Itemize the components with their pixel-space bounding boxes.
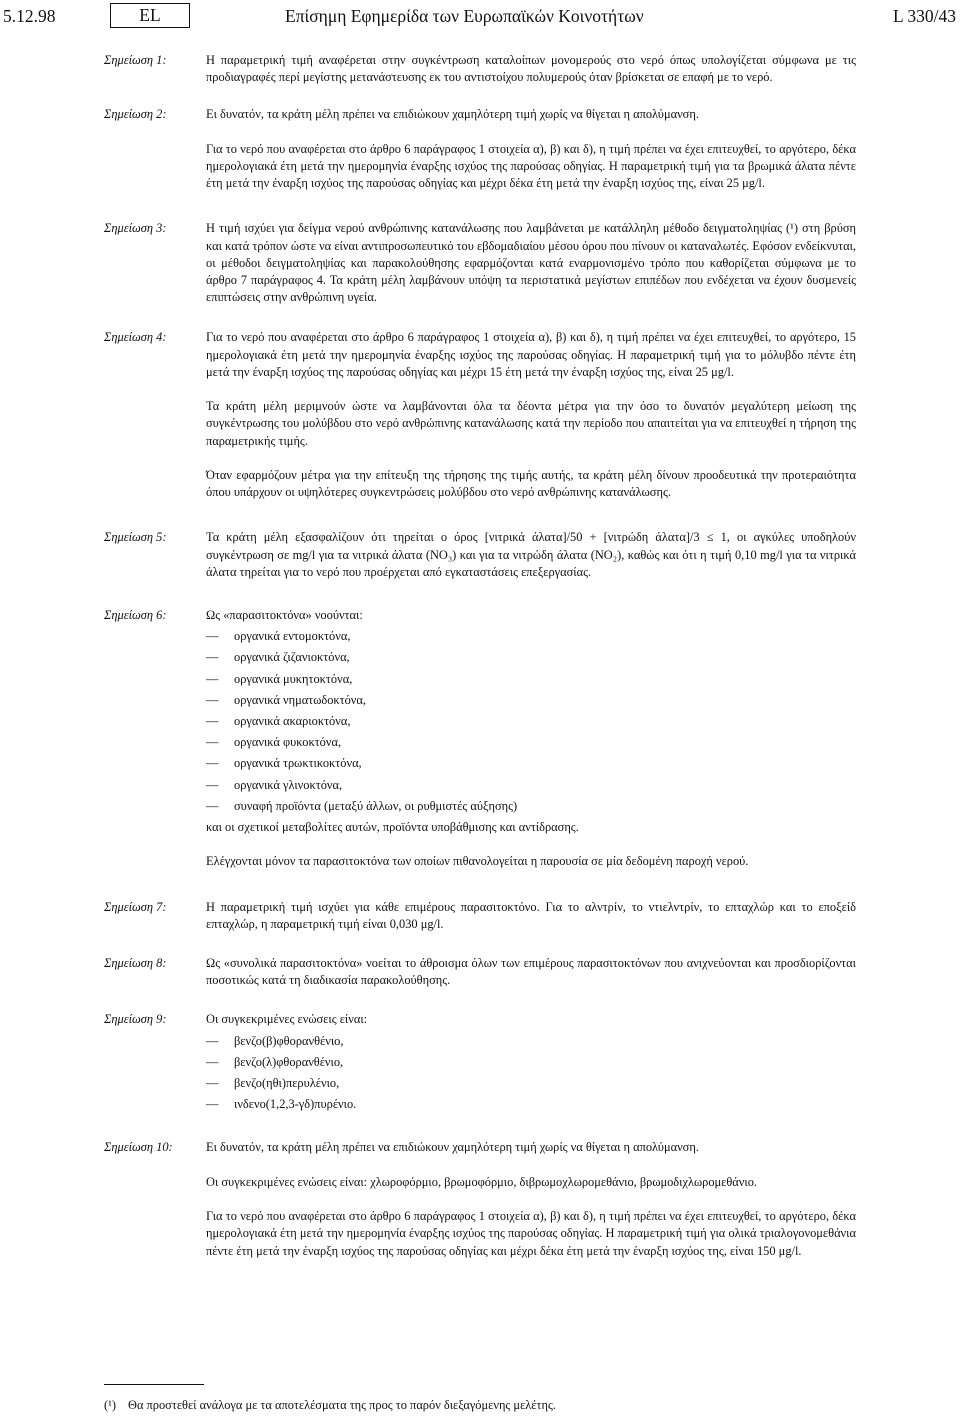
note-body: [206, 106, 856, 192]
note-1: [0, 52, 960, 86]
note-7: [0, 899, 960, 933]
note-label: Σημείωση 3:: [104, 221, 167, 236]
list-item-text: οργανικά μυκητοκτόνα,: [234, 671, 353, 686]
list-item-text: οργανικά τρωκτικοκτόνα,: [234, 756, 362, 771]
note-paragraph: Τα κράτη μέλη μεριμνούν ώστε να λαμβάνονται όλα τα δέοντα μέτρα για την όσο το δυνατόν μεγαλύτερη μείωση της συγκέντρωσης του μολύβδου στο νερό ανθρώπινης κατανάλωσης κατά την περίοδο που απαιτείται για να επιτευχθεί η τήρηση της παραμετρικής τιμής.: [206, 399, 856, 448]
list-dash: —: [206, 777, 219, 792]
list-item: [206, 734, 856, 751]
list-intro: Οι συγκεκριμένες ενώσεις είναι:: [206, 1012, 368, 1027]
note-10: [0, 1139, 960, 1259]
note-paragraph: Για το νερό που αναφέρεται στο άρθρο 6 παράγραφος 1 στοιχεία α), β) και δ), η τιμή πρέπει να έχει επιτευχθεί, το αργότερο, δέκα ημερολογιακά έτη μετά την ημερομηνία έναρξης ισχύος της παρούσας οδηγίας. Η παραμετρική τιμή για τα βρωμικά άλατα πέντε έτη μετά την έναρξη ισχύος της παρούσας οδηγίας και μέχρι δέκα έτη μετά την έναρξη ισχύος της, είναι 25 μg/l.: [206, 141, 856, 191]
note-label: Σημείωση 6:: [104, 608, 167, 623]
list-dash: —: [206, 735, 219, 750]
note-paragraph: Τα κράτη μέλη εξασφαλίζουν ότι τηρείται ο όρος [νιτρικά άλατα]/50 + [νιτρώδη άλατα]/3 ≤ 1, οι αγκύλες υποδηλούν συγκέντρωση σε mg/l για τα νιτρικά άλατα (NO₃) και για τα νιτρώδη άλατα (NO₂), καθώς και ότι η τιμή 0,10 mg/l για τα νιτρικά άλατα τηρείται για το νερό που προέρχεται από εγκαταστάσεις επεξεργασίας.: [206, 530, 856, 579]
footnote: [104, 1397, 556, 1414]
note-4: [0, 329, 960, 501]
list-item-text: ινδενο(1,2,3-γδ)πυρένιο.: [234, 1097, 357, 1112]
list-outro: και οι σχετικοί μεταβολίτες αυτών, προϊόντα υποβάθμισης και αντίδρασης.: [206, 820, 579, 835]
note-2: [0, 106, 960, 192]
note-paragraph: Όταν εφαρμόζουν μέτρα για την επίτευξη της τήρησης της τιμής αυτής, τα κράτη μέλη δίνουν προοδευτικά την προτεραιότητα όπου υπάρχουν οι υψηλότερες συγκεντρώσεις μολύβδου στο νερό ανθρώπινης κατανάλωσης.: [206, 468, 856, 500]
publication-date: 5.12.98: [3, 6, 56, 26]
list-item-text: συναφή προϊόντα (μεταξύ άλλων, οι ρυθμιστές αύξησης): [234, 798, 518, 813]
list-item: [206, 649, 856, 666]
list-item-text: οργανικά νηματωδοκτόνα,: [234, 692, 367, 707]
language-badge: EL: [110, 3, 190, 28]
note-body: [206, 329, 856, 501]
list-item: [206, 1054, 856, 1071]
list-item: [206, 1033, 856, 1050]
note-8: [0, 955, 960, 989]
list-dash: —: [206, 629, 219, 644]
list-item: [206, 713, 856, 730]
note-paragraph: Για το νερό που αναφέρεται στο άρθρο 6 παράγραφος 1 στοιχεία α), β) και δ), η τιμή πρέπει να έχει επιτευχθεί, το αργότερο, 15 ημερολογιακά έτη μετά την ημερομηνία έναρξης ισχύος της παρούσας οδηγίας. Η παραμετρική τιμή για το μόλυβδο πέντε έτη μετά την έναρξη ισχύος της παρούσας οδηγίας και μέχρι 15 έτη μετά την έναρξη ισχύος της, είναι 25 μg/l.: [206, 330, 856, 379]
list-item: [206, 777, 856, 794]
list-item: [206, 798, 856, 815]
note-label: Σημείωση 1:: [104, 53, 167, 67]
note-paragraph: Οι συγκεκριμένες ενώσεις είναι: χλωροφόρμιο, βρωμοφόρμιο, διβρωμοχλωρομεθάνιο, βρωμοδιχλωρομεθάνιο.: [206, 1174, 758, 1189]
list-item-text: βενζο(ηθι)περυλένιο,: [234, 1076, 340, 1091]
list-dash: —: [206, 798, 219, 813]
list-item: [206, 692, 856, 709]
list-item-text: οργανικά ακαριοκτόνα,: [234, 714, 351, 729]
note-label: Σημείωση 8:: [104, 956, 167, 971]
note-label: Σημείωση 9:: [104, 1012, 167, 1027]
page-header: [0, 3, 960, 29]
note-label: Σημείωση 7:: [104, 899, 167, 914]
list-intro: Ως «παρασιτοκτόνα» νοούνται:: [206, 608, 363, 623]
note-body: [206, 1139, 856, 1259]
list-item-text: οργανικά φυκοκτόνα,: [234, 735, 342, 750]
note-label: Σημείωση 4:: [104, 330, 167, 345]
list-item-text: οργανικά ζιζανιοκτόνα,: [234, 650, 350, 665]
note-body: [206, 607, 856, 871]
list-item: [206, 1096, 856, 1113]
footnote-mark: (¹): [104, 1398, 116, 1412]
note-paragraph: Για το νερό που αναφέρεται στο άρθρο 6 παράγραφος 1 στοιχεία α), β) και δ), η τιμή πρέπει να έχει επιτευχθεί, το αργότερο, δέκα ημερολογιακά έτη μετά την ημερομηνία έναρξης ισχύος της παρούσας οδηγίας. Η παραμετρική τιμή για ολικά τριαλογονομεθάνια πέντε έτη μετά την έναρξη ισχύος της παρούσας οδηγίας και μέχρι δέκα έτη μετά την έναρξη ισχύος της, είναι 150 μg/l.: [206, 1209, 856, 1258]
list-item: [206, 628, 856, 645]
note-paragraph: Η παραμετρική τιμή αναφέρεται στην συγκέντρωση καταλοίπων μονομερούς στο νερό όπως υπολογίζεται σύμφωνα με τις προδιαγραφές περί μεγίστης μετανάστευσης εκ του αντιστοίχου πολυμερούς όταν βρίσκεται σε επαφή με το νερό.: [206, 53, 856, 85]
note-label: Σημείωση 2:: [104, 107, 167, 122]
list-dash: —: [206, 650, 219, 665]
list-item-text: οργανικά εντομοκτόνα,: [234, 629, 351, 644]
note-body: [206, 955, 856, 989]
note-paragraph: Η τιμή ισχύει για δείγμα νερού ανθρώπινης κατανάλωσης που λαμβάνεται με κατάλληλη μέθοδο δειγματοληψίας (¹) στη βρύση και κατά τρόπον ώστε να είναι αντιπροσωπευτικό του εβδομαδιαίου μέσου όρου που πίνουν οι καταναλωτές. Εφόσον ενδείκνυται, οι μέθοδοι δειγματοληψίας και παρακολούθησης εφαρμόζονται κατά εναρμονισμένο τρόπο που καθορίζεται σύμφωνα με το άρθρο 7 παράγραφος 4. Τα κράτη μέλη λαμβάνουν υπόψη τα περιστατικά μεγίστων επιπέδων που ενδέχεται να έχουν δυσμενείς επιπτώσεις στην ανθρώπινη υγεία.: [206, 221, 856, 305]
note-paragraph: Ει δυνατόν, τα κράτη μέλη πρέπει να επιδιώκουν χαμηλότερη τιμή χωρίς να θίγεται η απολύμανση.: [206, 107, 699, 122]
list-item-text: βενζο(β)φθορανθένιο,: [234, 1033, 344, 1048]
list-dash: —: [206, 756, 219, 771]
note-5: [0, 529, 960, 581]
page-number: L 330/43: [892, 6, 956, 26]
list-dash: —: [206, 1033, 219, 1048]
note-paragraph: Ελέγχονται μόνον τα παρασιτοκτόνα των οποίων πιθανολογείται η παρουσία σε μία δεδομένη παροχή νερού.: [206, 854, 749, 869]
note-body: [206, 899, 856, 933]
list-dash: —: [206, 714, 219, 729]
note-body: [206, 220, 856, 306]
list-dash: —: [206, 1097, 219, 1112]
list-item-text: οργανικά γλινοκτόνα,: [234, 777, 343, 792]
list-dash: —: [206, 671, 219, 686]
journal-title: Επίσημη Εφημερίδα των Ευρωπαϊκών Κοινοτήτων: [285, 6, 644, 26]
note-body: [206, 52, 856, 86]
list-item: [206, 755, 856, 772]
list-dash: —: [206, 1054, 219, 1069]
note-3: [0, 220, 960, 306]
note-body: [206, 529, 856, 581]
footnote-text: Θα προστεθεί ανάλογα με τα αποτελέσματα της προς το παρόν διεξαγόμενης μελέτης.: [128, 1398, 556, 1412]
notes-section: [0, 52, 960, 1280]
note-6: [0, 607, 960, 871]
list-item-text: βενζο(λ)φθορανθένιο,: [234, 1054, 344, 1069]
list-dash: —: [206, 1076, 219, 1091]
note-label: Σημείωση 5:: [104, 530, 167, 545]
note-label: Σημείωση 10:: [104, 1140, 173, 1155]
note-paragraph: Ως «συνολικά παρασιτοκτόνα» νοείται το άθροισμα όλων των επιμέρους παρασιτοκτόνων που ανιχνεύονται και προσδιορίζονται ποσοτικώς κατά τη διαδικασία παρακολούθησης.: [206, 956, 856, 988]
note-paragraph: Η παραμετρική τιμή ισχύει για κάθε επιμέρους παρασιτοκτόνο. Για το αλντρίν, το ντιελντρίν, το επταχλώρ και το εποξείδ επταχλώρ, η παραμετρική τιμή είναι 0,030 μg/l.: [206, 899, 856, 931]
list-item: [206, 671, 856, 688]
footnote-divider: [104, 1384, 204, 1385]
note-9: [0, 1011, 960, 1113]
list-item: [206, 1075, 856, 1092]
note-body: [206, 1011, 856, 1113]
note-paragraph: Ει δυνατόν, τα κράτη μέλη πρέπει να επιδιώκουν χαμηλότερη τιμή χωρίς να θίγεται η απολύμανση.: [206, 1140, 699, 1155]
list-dash: —: [206, 692, 219, 707]
